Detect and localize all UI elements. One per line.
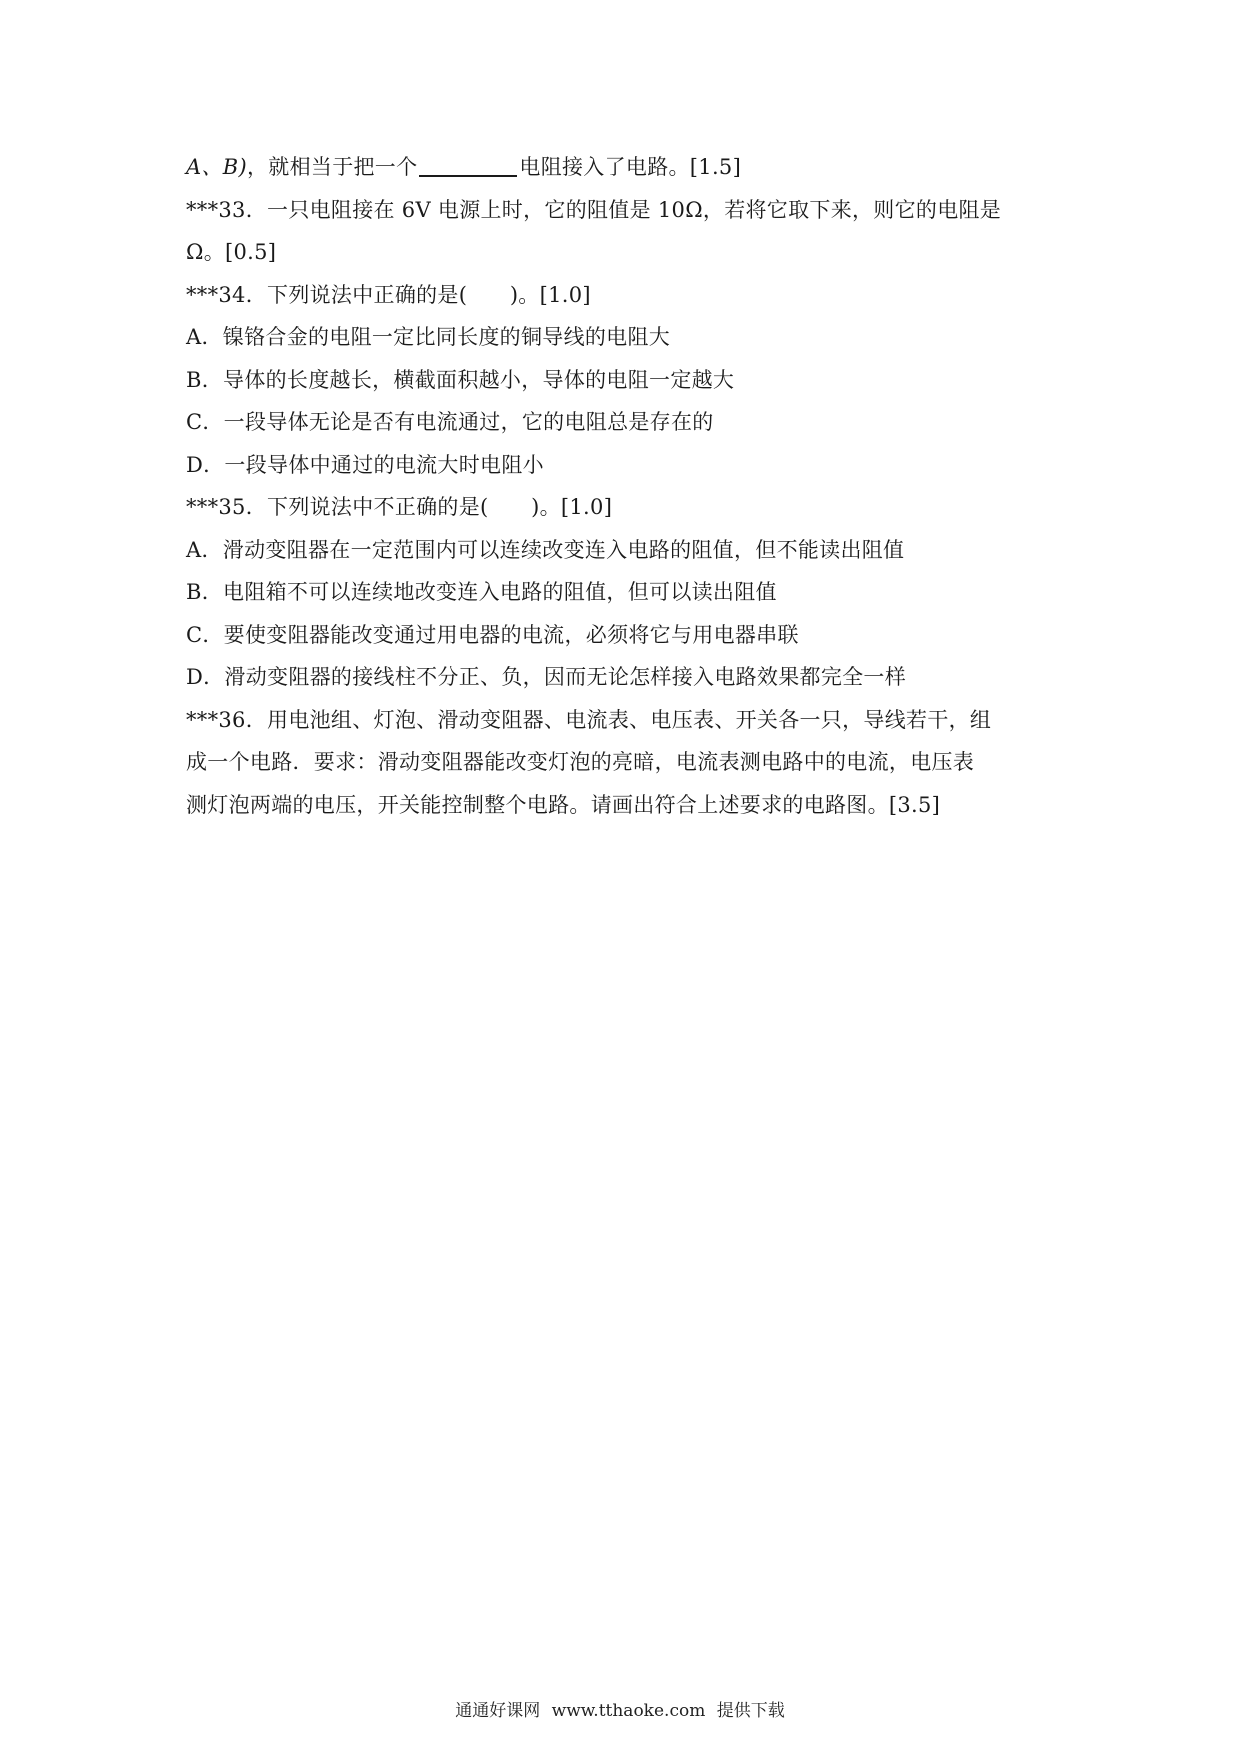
q36-line-2: 成一个电路．要求：滑动变阻器能改变灯泡的亮暗，电流表测电路中的电流，电压表 [186,750,975,774]
q35-option-c: C．要使变阻器能改变通过用电器的电流，必须将它与用电器串联 [186,622,799,647]
q32-text-after-blank: 电阻接入了电路。[1.5] [519,155,742,179]
q32-continuation [186,146,1066,189]
q32-variables: A、B) [186,155,247,179]
q35-option-a: A．滑动变阻器在一定范围内可以连续改变连入电路的阻值，但不能读出阻值 [186,537,905,562]
q34-option-b: B．导体的长度越长，横截面积越小，导体的电阻一定越大 [186,367,735,392]
q35-option-b: B．电阻箱不可以连续地改变连入电路的阻值，但可以读出阻值 [186,580,777,604]
page-footer [0,1696,1240,1721]
q32-answer-blank [419,155,517,177]
q36-line-1: ***36．用电池组、灯泡、滑动变阻器、电流表、电压表、开关各一只，导线若干，组 [186,707,992,732]
q34-stem: ***34．下列说法中正确的是( )。[1.0] [186,282,591,307]
q35-stem: ***35．下列说法中不正确的是( )。[1.0] [186,495,613,519]
q36-line-3: 测灯泡两端的电压，开关能控制整个电路。请画出符合上述要求的电路图。[3.5] [186,792,941,817]
question-text-block [186,146,1066,826]
q33-line-1: ***33．一只电阻接在 6V 电源上时，它的阻值是 10Ω，若将它取下来，则它的电阻是 [186,197,1002,222]
q34-option-a: A．镍铬合金的电阻一定比同长度的铜导线的电阻大 [186,325,671,349]
q32-text-before-blank: ，就相当于把一个 [247,155,418,179]
q34-option-d: D．一段导体中通过的电流大时电阻小 [186,452,544,477]
q34-option-c: C．一段导体无论是否有电流通过，它的电阻总是存在的 [186,410,714,434]
q33-line-2: Ω。[0.5] [186,240,277,264]
q35-option-d: D．滑动变阻器的接线柱不分正、负，因而无论怎样接入电路效果都完全一样 [186,665,907,689]
footer-site-name: 通通好课网 [455,1701,541,1721]
footer-suffix: 提供下载 [716,1701,785,1721]
footer-url[interactable]: www.tthaoke.com [551,1701,706,1721]
